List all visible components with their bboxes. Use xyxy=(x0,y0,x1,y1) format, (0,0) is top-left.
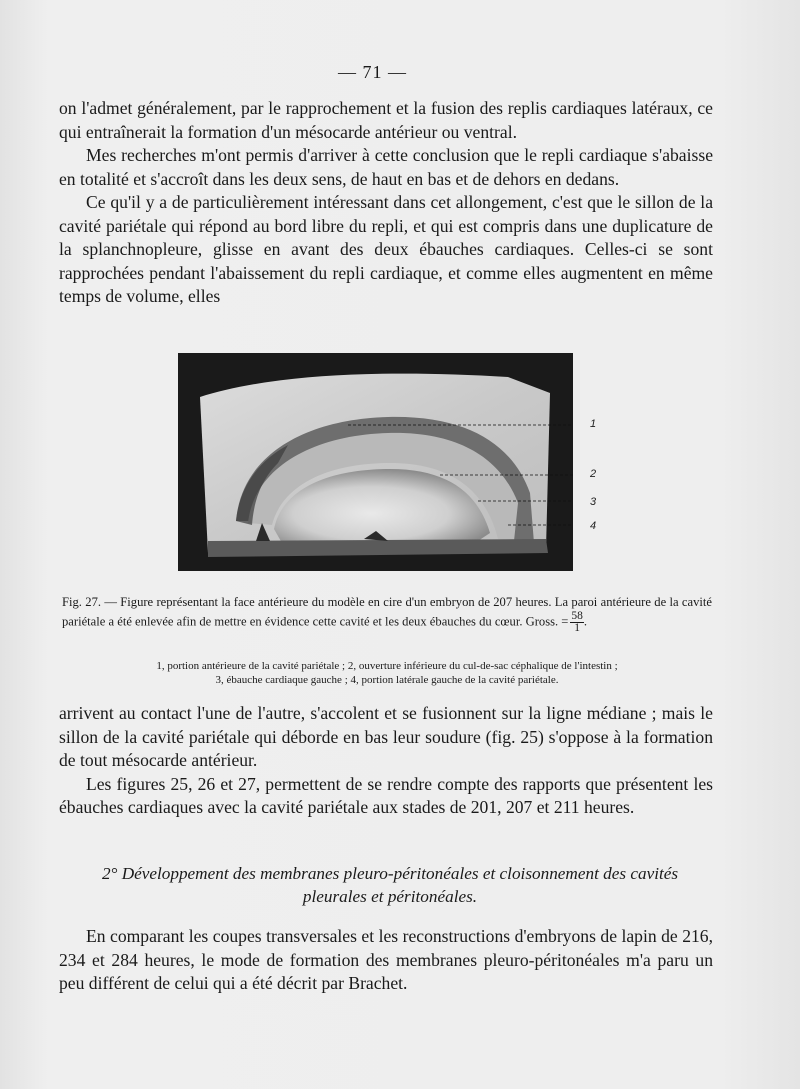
paragraph: Les figures 25, 26 et 27, permettent de se rendre compte des rapports que présentent les ébauches cardiaques avec la cavité pariétale aux stades de 201, 207 et 211 heures. xyxy=(59,773,713,817)
text-before-figure xyxy=(59,97,713,309)
paragraph: Mes recherches m'ont permis d'arriver à cette conclusion que le repli cardiaque s'abaisse en totalité et s'accroît dans les deux sens, de haut en bas et de dehors en dedans. xyxy=(59,145,713,189)
caption-text: Fig. 27. — Figure représentant la face antérieure du modèle en cire d'un embryon de 207 heures. La paroi antérieure de la cavité pariétale a été enlevée afin de mettre en évidence cette cavité et les deux ébauches du cœur. Gross. = xyxy=(62,595,712,628)
text-after-figure xyxy=(59,702,713,820)
magnification-fraction xyxy=(570,611,584,634)
paragraph-continuation: arrivent au contact l'une de l'autre, s'accolent et se fusionnent sur la ligne médiane ; mais le sillon de la cavité pariétale qui déborde en bas leur soudure (fig. 25) s'oppose à la formation de tout mésocarde antérieur. xyxy=(59,703,713,770)
callout-label-2: 2 xyxy=(590,468,597,480)
legend-line: 1, portion antérieure de la cavité pariétale ; 2, ouverture inférieure du cul-de-sac céphalique de l'intestin ; xyxy=(156,660,618,672)
wax-model-illustration xyxy=(178,353,573,571)
legend-line: 3, ébauche cardiaque gauche ; 4, portion latérale gauche de la cavité pariétale. xyxy=(215,674,559,686)
figure-caption: Fig. 27. — Figure représentant la face antérieure du modèle en cire d'un embryon de 207 heures. La paroi antérieure de la cavité pariétale a été enlevée afin de mettre en évidence cette cavité et les deux ébauches du cœur. Gross. = $\frac{58}{1}$ . xyxy=(62,595,712,634)
figure-27-wax-model-photo xyxy=(178,353,573,571)
page-number: — 71 — xyxy=(338,62,407,82)
figure-legend xyxy=(62,659,712,687)
paragraph: Ce qu'il y a de particulièrement intéressant dans cet allongement, c'est que le sillon de la cavité pariétale qui répond au bord libre du repli, et qui est compris dans une duplicature de la splanchnopleure, glisse en avant des deux ébauches cardiaques. Celles-ci se sont rapprochées pendant l'abaissement du repli cardiaque, et comme elles augmentent en même temps de volume, elles xyxy=(59,192,713,306)
callout-label-4: 4 xyxy=(590,520,597,532)
paragraph-continuation: on l'admet généralement, par le rapprochement et la fusion des replis cardiaques latéraux, ce qui entraînerait la formation d'un mésocarde antérieur ou ventral. xyxy=(59,98,713,142)
text-section xyxy=(59,925,713,996)
callout-label-3: 3 xyxy=(590,496,597,508)
callout-label-1: 1 xyxy=(590,418,597,430)
magnification-denominator: 1 xyxy=(574,621,581,634)
section-heading: 2° Développement des membranes pleuro-péritonéales et cloisonnement des cavités pleurales et péritonéales. xyxy=(101,864,679,906)
paragraph: En comparant les coupes transversales et les reconstructions d'embryons de lapin de 216, 234 et 284 heures, le mode de formation des membranes pleuro-péritonéales m'a paru un peu différent de celui qui a été décrit par Brachet. xyxy=(59,926,713,993)
magnification-numerator: 58 xyxy=(571,609,583,622)
